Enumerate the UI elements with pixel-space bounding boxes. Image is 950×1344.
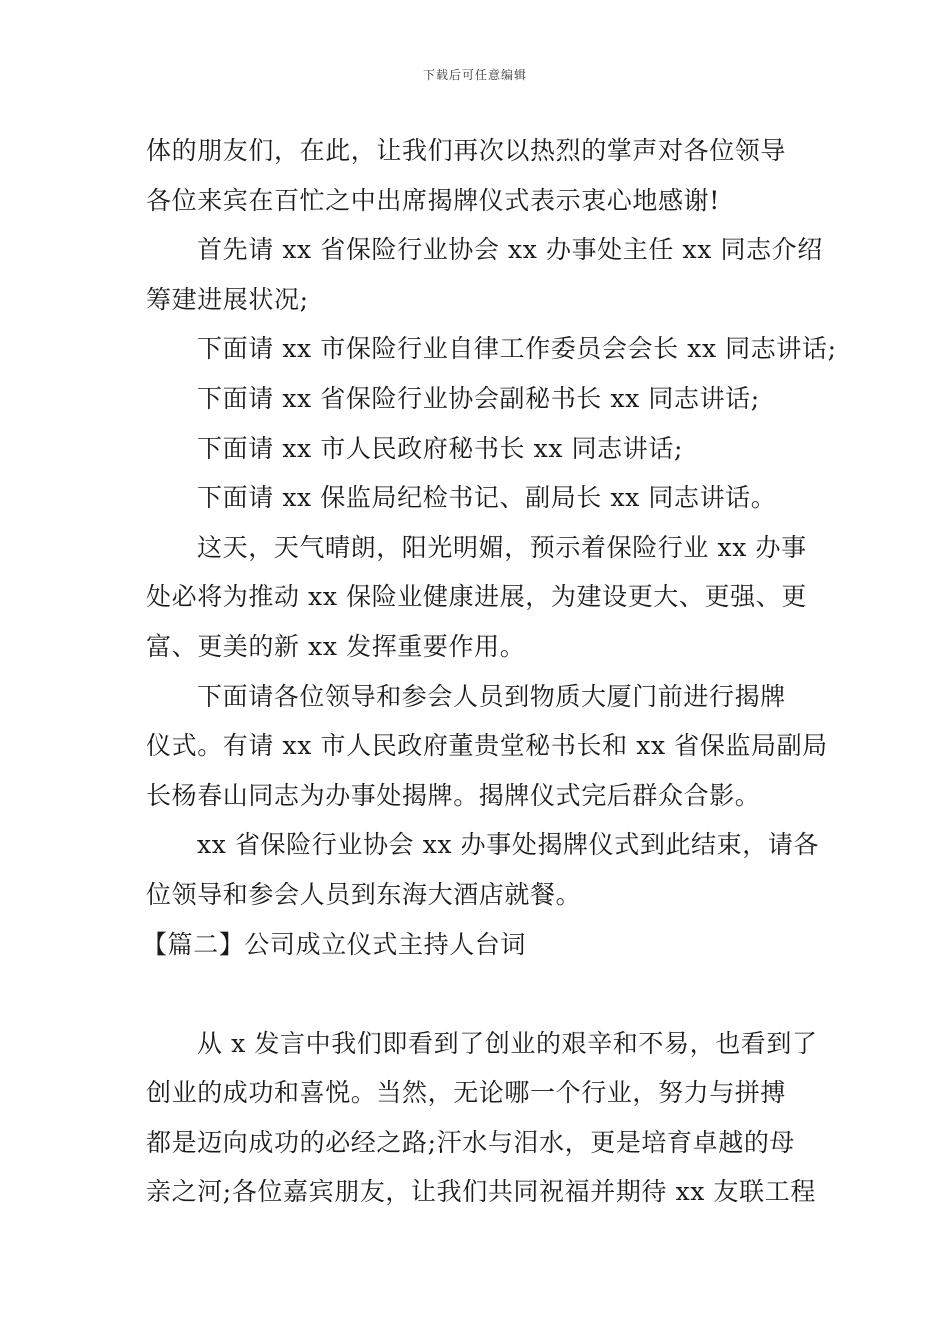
text-line: 这天，天气晴朗，阳光明媚，预示着保险行业 xx 办事 [197,532,807,562]
section-two [146,1019,818,1217]
text-line: 下面请 xx 保监局纪检书记、副局长 xx 同志讲话。 [197,483,777,513]
text-line: 都是迈向成功的必经之路;汗水与泪水，更是培育卓越的母 [146,1127,796,1157]
text-line: 下面请 xx 市保险行业自律工作委员会会长 xx 同志讲话; [197,334,837,364]
text-line: 下面请各位领导和参会人员到物质大厦门前进行揭牌 [197,681,786,711]
text-line: 下面请 xx 省保险行业协会副秘书长 xx 同志讲话; [197,383,760,413]
text-line: 富、更美的新 xx 发挥重要作用。 [146,631,526,661]
section-heading: 【篇二】公司成立仪式主持人台词 [142,929,527,959]
section-one [146,126,837,920]
text-line: 仪式。有请 xx 市人民政府董贵堂秘书长和 xx 省保监局副局 [146,731,828,761]
document-body [142,126,837,1217]
text-line: 体的朋友们，在此，让我们再次以热烈的掌声对各位领导 [146,136,787,165]
text-line: 创业的成功和喜悦。当然，无论哪一个行业，努力与拼搏 [146,1078,787,1108]
page-header-note: 下载后可任意编辑 [422,68,527,82]
text-line: 处必将为推动 xx 保险业健康进展，为建设更大、更强、更 [146,582,807,612]
text-line: 从 x 发言中我们即看到了创业的艰辛和不易，也看到了 [197,1028,818,1058]
text-line: 位领导和参会人员到东海大酒店就餐。 [146,879,582,909]
blank-line [146,969,810,1019]
text-line: 长杨春山同志为办事处揭牌。揭牌仪式完后群众合影。 [146,780,761,810]
text-line: 首先请 xx 省保险行业协会 xx 办事处主任 xx 同志介绍 [197,235,823,265]
text-line: 各位来宾在百忙之中出席揭牌仪式表示衷心地感谢! [146,185,720,215]
text-line: 亲之河;各位嘉宾朋友，让我们共同祝福并期待 xx 友联工程 [146,1177,816,1207]
text-line: xx 省保险行业协会 xx 办事处揭牌仪式到此结束，请各 [197,830,820,860]
text-line: 下面请 xx 市人民政府秘书长 xx 同志讲话; [197,433,684,463]
text-line: 筹建进展状况; [146,284,309,314]
